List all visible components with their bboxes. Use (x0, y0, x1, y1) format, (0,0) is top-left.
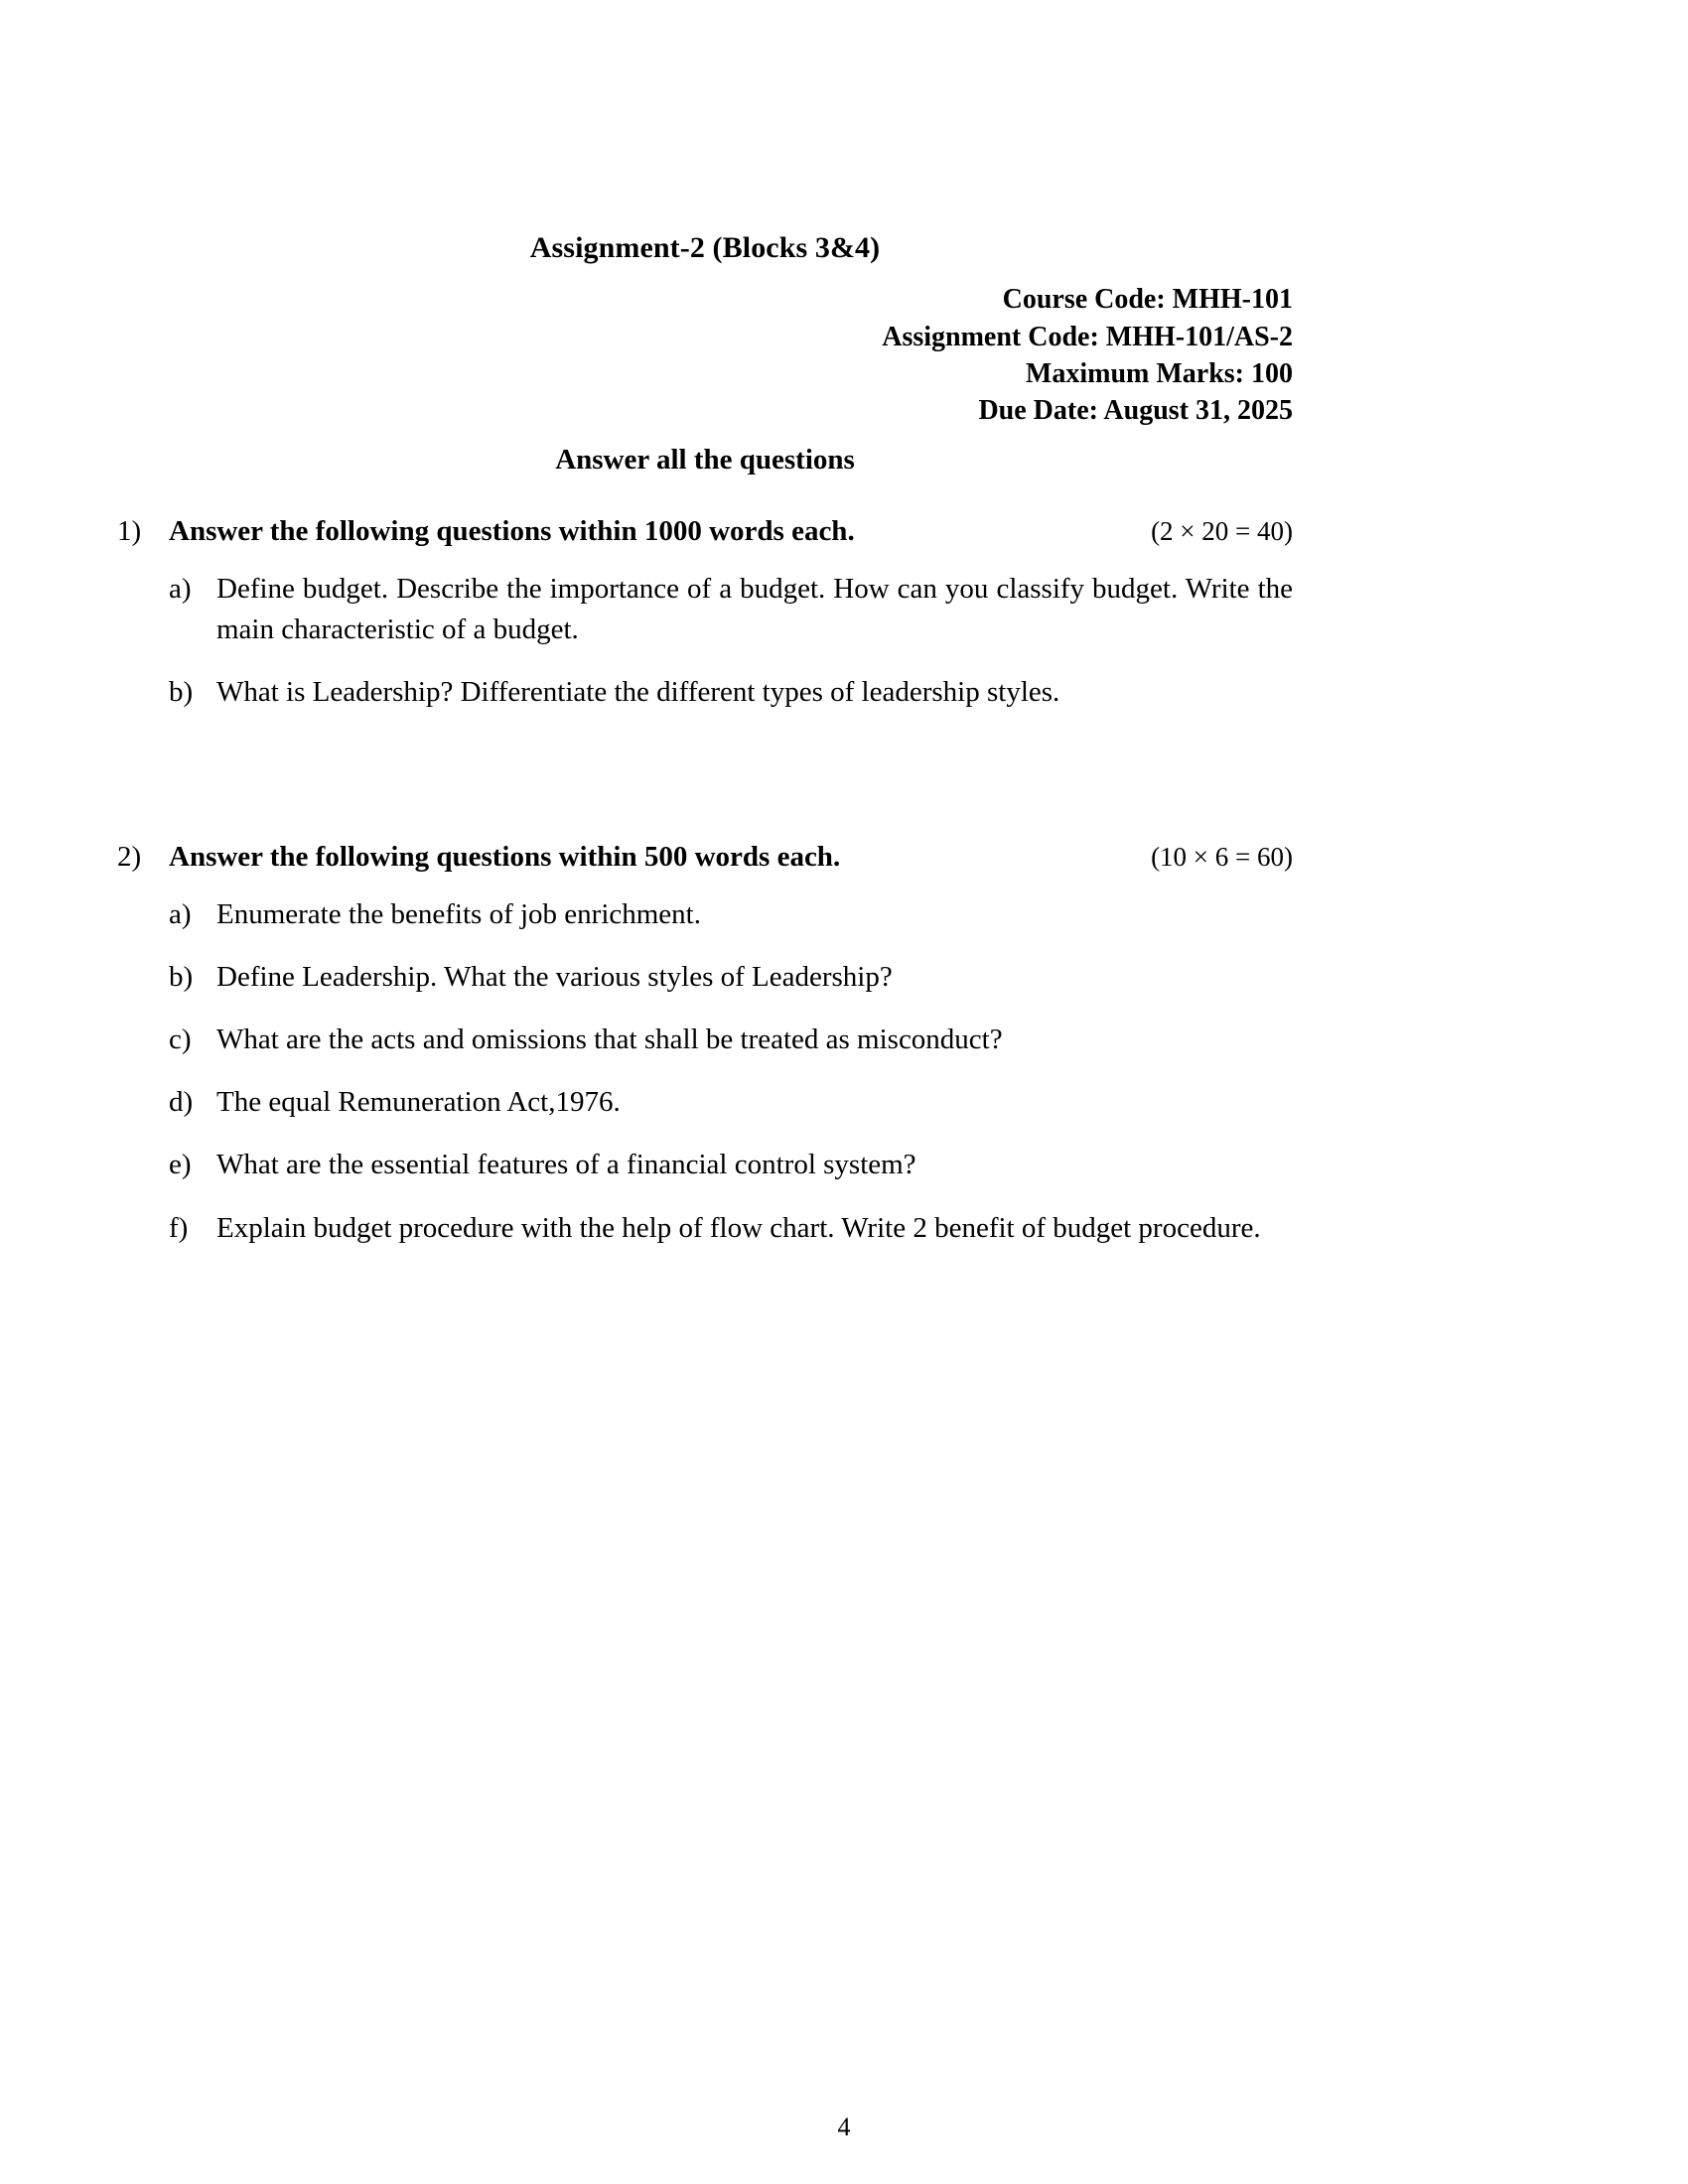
sub-item-marker: e) (169, 1149, 192, 1181)
sub-item-marker: d) (169, 1086, 194, 1119)
due-date: Due Date: August 31, 2025 (978, 395, 1293, 427)
sub-item-text: What are the acts and omissions that shall be treated as misconduct? (216, 1023, 1003, 1055)
question-1-marker: 1) (117, 515, 142, 548)
assignment-meta-block (117, 281, 1293, 429)
question-1-marks: (2 × 20 = 40) (1151, 516, 1293, 547)
sub-item-text: What are the essential features of a financial control system? (216, 1149, 916, 1181)
sub-item-marker: b) (169, 676, 194, 709)
list-item (117, 672, 1293, 713)
sub-item-marker: b) (169, 960, 194, 993)
question-2 (117, 839, 1293, 1249)
question-1 (117, 513, 1293, 714)
sub-item-text: The equal Remuneration Act,1976. (216, 1086, 621, 1119)
course-code: Course Code: MHH-101 (1002, 284, 1293, 316)
list-item (117, 569, 1293, 650)
question-2-text: Answer the following questions within 500 words each. (169, 840, 841, 873)
sub-item-marker: f) (169, 1211, 189, 1244)
question-2-sub-list (117, 894, 1293, 1249)
list-item (117, 1145, 1293, 1185)
maximum-marks: Maximum Marks: 100 (1025, 357, 1293, 389)
page-number: 4 (837, 2112, 851, 2141)
assignment-code: Assignment Code: MHH-101/AS-2 (882, 321, 1293, 352)
sub-item-marker: a) (169, 573, 192, 606)
sub-item-marker: c) (169, 1023, 192, 1055)
sub-item-text: Define Leadership. What the various styles of Leadership? (216, 960, 893, 993)
question-2-heading (117, 839, 1293, 877)
question-1-text: Answer the following questions within 1000 words each. (169, 515, 855, 548)
page-content (117, 0, 1293, 2184)
sub-item-marker: a) (169, 897, 192, 930)
list-item (117, 1208, 1293, 1249)
sub-item-text: Enumerate the benefits of job enrichment. (216, 897, 701, 930)
sub-item-text: Define budget. Describe the importance of a budget. How can you classify budget. Write the main characteristic of a budget. (216, 573, 1293, 646)
question-2-marker: 2) (117, 840, 142, 873)
list-item (117, 894, 1293, 935)
sub-item-text: Explain budget procedure with the help of flow chart. Write 2 benefit of budget procedure. (216, 1211, 1261, 1244)
question-1-sub-list (117, 569, 1293, 714)
sub-item-text: What is Leadership? Differentiate the different types of leadership styles. (216, 676, 1060, 709)
list-item (117, 957, 1293, 998)
list-item (117, 1020, 1293, 1060)
list-item (117, 1082, 1293, 1123)
page-title: Assignment-2 (Blocks 3&4) (529, 231, 881, 264)
instruction-line: Answer all the questions (555, 444, 855, 477)
question-1-heading (117, 513, 1293, 551)
question-2-marks: (10 × 6 = 60) (1151, 841, 1293, 872)
